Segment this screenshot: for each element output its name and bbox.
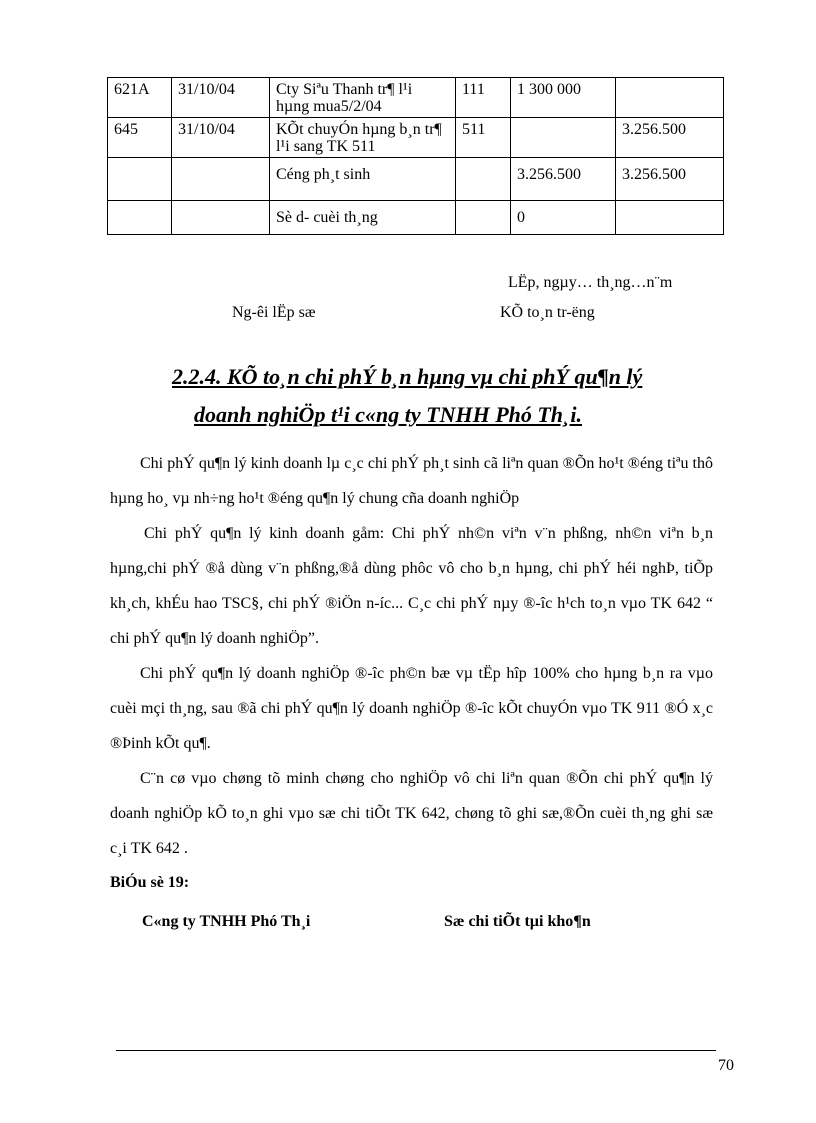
- table-row: [108, 201, 724, 235]
- debit-cell: [511, 118, 616, 158]
- credit-cell: 3.256.500: [616, 118, 724, 158]
- chief-accountant-label: KÕ to¸n tr-ëng: [500, 304, 595, 321]
- debit-cell: 1 300 000: [511, 78, 616, 118]
- account-cell: [456, 201, 511, 235]
- table-row: [108, 118, 724, 158]
- description-cell: Cty Siªu Thanh tr¶ l¹i hµng mua5/2/04: [270, 78, 456, 118]
- credit-cell: [616, 201, 724, 235]
- body-paragraph: Chi phÝ qu¶n lý kinh doanh gåm: Chi phÝ nh©n viªn v¨n phßng, nh©n viªn b¸n hµng,chi phÝ ®å dùng v¨n phßng,®å dùng phôc vô cho b¸n hµng, chi phÝ héi nghÞ, tiÕp kh¸ch, khÉu hao TSC§, chi phÝ ®iÖn n-íc... C¸c chi phÝ nµy ®-îc h¹ch to¸n vµo TK 642 “ chi phÝ qu¶n lý doanh nghiÖp”.: [110, 525, 713, 647]
- account-cell: 111: [456, 78, 511, 118]
- body-paragraph: Chi phÝ qu¶n lý doanh nghiÖp ®-îc ph©n bæ vµ tËp hîp 100% cho hµng b¸n ra vµo cuèi mçi th¸ng, sau ®ã chi phÝ qu¶n lý doanh nghiÖp ®-îc kÕt chuyÓn vµo TK 911 ®Ó x¸c ®Þinh kÕt qu¶.: [110, 665, 713, 752]
- table-row: [108, 78, 724, 118]
- body-paragraph: C¨n cø vµo chøng tõ minh chøng cho nghiÖp vô chi liªn quan ®Õn chi phÝ qu¶n lý doanh nghiÖp kÕ to¸n ghi vµo sæ chi tiÕt TK 642, chøng tõ ghi sæ,®Õn cuèi th¸ng ghi sæ c¸i TK 642 .: [110, 770, 713, 857]
- credit-cell: [616, 78, 724, 118]
- debit-cell: 0: [511, 201, 616, 235]
- description-cell: Sè d- cuèi th¸ng: [270, 201, 456, 235]
- body-paragraph: Chi phÝ qu¶n lý kinh doanh lµ c¸c chi phÝ ph¸t sinh cã liªn quan ®Õn ho¹t ®éng tiªu thô hµng ho¸ vµ nh÷ng ho¹t ®éng qu¶n lý chung cña doanh nghiÖp: [110, 455, 713, 507]
- credit-cell: 3.256.500: [616, 158, 724, 201]
- description-cell: KÕt chuyÓn hµng b¸n tr¶ l¹i sang TK 511: [270, 118, 456, 158]
- ledger-book-title: Sæ chi tiÕt tµi kho¶n: [444, 913, 591, 930]
- voucher-number-cell: 621A: [108, 78, 172, 118]
- table-row: [108, 158, 724, 201]
- account-cell: [456, 158, 511, 201]
- section-heading-line-1: 2.2.4. KÕ to¸n chi phÝ b¸n hµng vµ chi phÝ qu¶n lý: [172, 364, 643, 389]
- date-cell: 31/10/04: [172, 118, 270, 158]
- voucher-number-cell: [108, 201, 172, 235]
- section-heading-line-2: doanh nghiÖp t¹i c«ng ty TNHH Phó Th¸i.: [194, 402, 582, 427]
- description-cell: Céng ph¸t sinh: [270, 158, 456, 201]
- ledger-table: [107, 77, 724, 235]
- footer-divider: [116, 1050, 716, 1051]
- voucher-number-cell: [108, 158, 172, 201]
- signature-date-line: LËp, ngµy… th¸ng…n¨m: [508, 274, 673, 291]
- table-caption: BiÓu sè 19:: [110, 874, 190, 891]
- voucher-number-cell: 645: [108, 118, 172, 158]
- date-cell: 31/10/04: [172, 78, 270, 118]
- date-cell: [172, 201, 270, 235]
- preparer-label: Ng-êi lËp sæ: [232, 304, 316, 321]
- page-number: 70: [718, 1057, 734, 1074]
- debit-cell: 3.256.500: [511, 158, 616, 201]
- company-name: C«ng ty TNHH Phó Th¸i: [142, 913, 311, 930]
- date-cell: [172, 158, 270, 201]
- account-cell: 511: [456, 118, 511, 158]
